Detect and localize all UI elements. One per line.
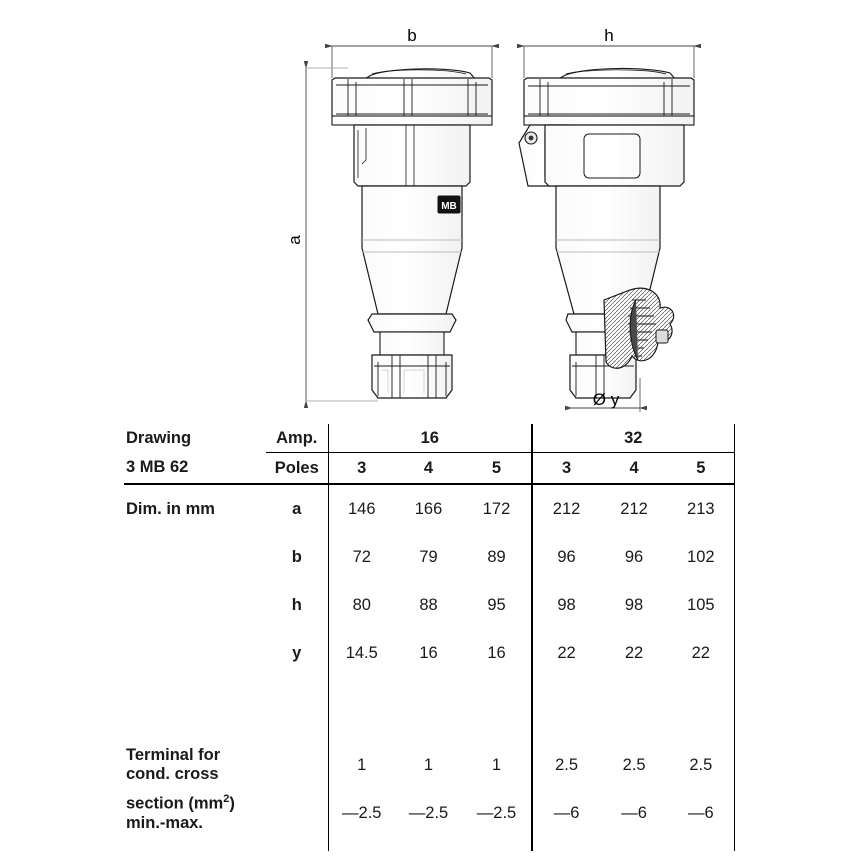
terminal-label-line2-post: ) min.-max. [126, 794, 235, 832]
table-row [124, 629, 734, 677]
side-cap-flange [524, 116, 694, 125]
terminal-sym-2 [266, 789, 328, 837]
cell-b-32-4: 96 [624, 547, 644, 566]
pin-shroud [372, 355, 452, 398]
poles-32-3: 3 [532, 453, 600, 485]
amp-row-label: Amp. [266, 424, 328, 453]
footer-c3 [462, 837, 532, 851]
cell-tmax-16-4: —2.5 [408, 803, 449, 822]
row-symbol-h: h [291, 595, 302, 614]
spacer-sym [266, 677, 328, 741]
body-lip [368, 314, 456, 332]
poles-16-5: 5 [462, 453, 532, 485]
cell-b-32-3: 96 [532, 533, 600, 581]
footer-c5 [600, 837, 668, 851]
poles-row-label: Poles [266, 453, 328, 485]
cell-h-32-5: 105 [668, 581, 734, 629]
terminal-label-line2 [124, 789, 266, 837]
footer-c1 [328, 837, 395, 851]
hinge-pivot-center [529, 136, 534, 141]
footer-c2 [395, 837, 462, 851]
table-footer-row [124, 837, 734, 851]
cell-h-32-4: 98 [624, 595, 644, 614]
cell-h-16-3: 80 [328, 581, 395, 629]
spacer-c6 [668, 677, 734, 741]
terminal-label-line2-sup: 2 [223, 793, 230, 806]
cell-y-16-4: 16 [419, 643, 438, 662]
dim-a-label: a [285, 235, 304, 245]
terminal-label-line1: Terminal for cond. cross [126, 746, 221, 783]
cell-tmin-16-4: 1 [423, 755, 434, 774]
footer-sym [266, 837, 328, 851]
table-row [124, 484, 734, 533]
row-symbol-b: b [291, 547, 302, 566]
footer-c4 [532, 837, 600, 851]
row-desc-empty-b [124, 533, 266, 581]
spacer-c5 [600, 677, 668, 741]
cap-flange [332, 116, 492, 125]
poles-32-5: 5 [668, 453, 734, 485]
amp-group-16-header: 16 [328, 424, 532, 453]
footer-desc [124, 837, 266, 851]
side-view-group [519, 26, 694, 412]
housing-upper [354, 125, 470, 186]
brand-badge [438, 196, 460, 213]
row-desc-empty-y [124, 629, 266, 677]
cell-y-32-4: 22 [624, 643, 644, 662]
row-symbol-a: a [292, 499, 302, 518]
cell-b-16-4: 79 [419, 547, 438, 566]
technical-drawing [0, 0, 864, 420]
cell-tmax-32-5: —6 [668, 789, 734, 837]
drawing-canvas [0, 0, 864, 420]
cell-b-16-3: 72 [328, 533, 395, 581]
cell-tmin-16-3: 1 [328, 741, 395, 789]
front-view-group [285, 26, 492, 401]
cable-gland-tab [656, 330, 668, 343]
cell-tmin-32-3: 2.5 [532, 741, 600, 789]
cell-h-16-5: 95 [487, 595, 506, 614]
cell-y-32-3: 22 [532, 629, 600, 677]
spacer-c4 [532, 677, 600, 741]
table-row [124, 581, 734, 629]
cell-tmax-16-5: —2.5 [476, 803, 517, 822]
cell-h-32-3: 98 [532, 581, 600, 629]
cell-y-16-5: 16 [487, 643, 506, 662]
spacer-c2 [395, 677, 462, 741]
side-cap-collar [524, 78, 694, 121]
cell-h-16-4: 88 [419, 595, 438, 614]
row-symbol-y: y [292, 643, 302, 662]
table-row [124, 741, 734, 789]
dim-h-label: h [604, 26, 614, 45]
dim-b-label: b [407, 26, 417, 45]
cell-tmin-32-5: 2.5 [668, 741, 734, 789]
table-header-poles-row [124, 453, 734, 485]
cell-tmax-32-3: —6 [532, 789, 600, 837]
cell-a-16-4: 166 [414, 499, 443, 518]
row-desc-empty-h [124, 581, 266, 629]
terminal-sym-1 [266, 741, 328, 789]
cell-a-32-3: 212 [532, 484, 600, 533]
cell-b-32-5: 102 [668, 533, 734, 581]
dimension-table [124, 424, 734, 836]
poles-16-4: 4 [395, 453, 462, 485]
cell-tmax-16-3: —2.5 [328, 789, 395, 837]
terminal-label-line2-pre: section (mm [126, 794, 224, 813]
cell-tmin-16-5: 1 [491, 755, 502, 774]
poles-16-3: 3 [328, 453, 395, 485]
cell-tmax-32-4: —6 [621, 803, 647, 822]
footer-c6 [668, 837, 734, 851]
cell-y-32-5: 22 [668, 629, 734, 677]
cell-a-32-4: 212 [620, 499, 648, 518]
cell-a-32-5: 213 [668, 484, 734, 533]
brand-badge-text: MB [441, 201, 457, 212]
cell-y-16-3: 14.5 [328, 629, 395, 677]
spacer-desc [124, 677, 266, 741]
pin-neck [380, 332, 444, 355]
spacer-c1 [328, 677, 395, 741]
dim-diameter-y-label: Ø y [592, 390, 620, 409]
cell-a-16-3: 146 [328, 484, 395, 533]
drawing-title-line2: 3 MB 62 [124, 453, 266, 485]
poles-32-4: 4 [600, 453, 668, 485]
cell-a-16-5: 172 [482, 499, 511, 518]
table-header-amp-row [124, 424, 734, 453]
cell-tmin-32-4: 2.5 [622, 755, 646, 774]
table-spacer-row [124, 677, 734, 741]
spacer-c3 [462, 677, 532, 741]
table-row [124, 789, 734, 837]
amp-group-32-header: 32 [532, 424, 734, 453]
table-row [124, 533, 734, 581]
spec-table [124, 424, 735, 851]
drawing-title-line1: Drawing [126, 428, 192, 447]
cell-b-16-5: 89 [487, 547, 506, 566]
dim-in-mm-label: Dim. in mm [126, 499, 215, 518]
